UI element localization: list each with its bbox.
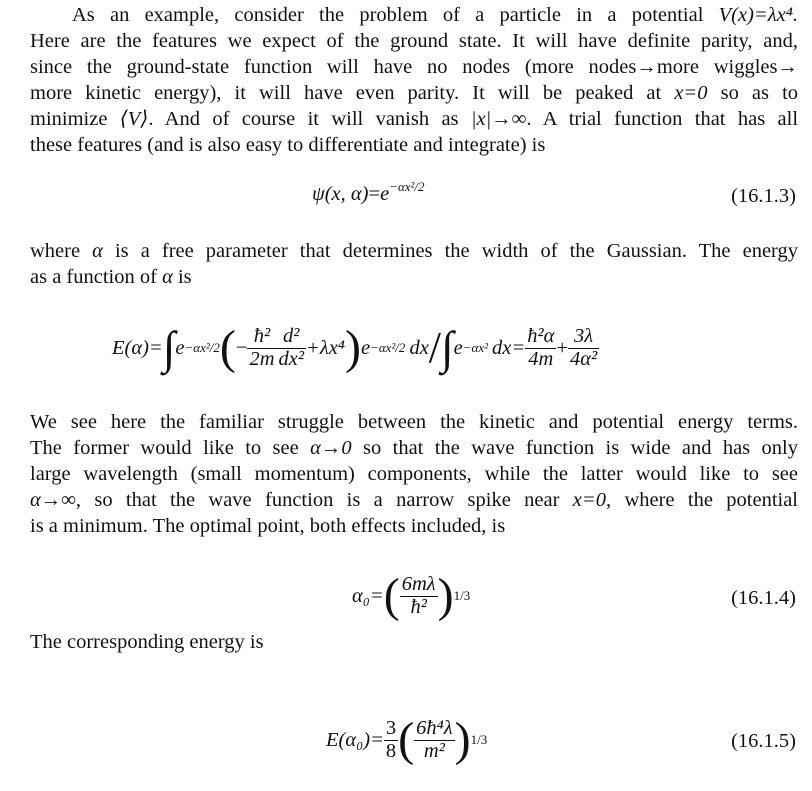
text-line xyxy=(30,435,798,461)
frac-num: 3 xyxy=(385,716,397,739)
frac-den: 2m xyxy=(249,347,275,370)
math-potential: V(x)=λx⁴. xyxy=(718,4,798,26)
equation-16-1-5: E(α₀)= $\frac{3}{8}$ ( $\frac{\text{6ħ⁴λ}}{\text{m²}}$ ) 1/3 xyxy=(326,713,488,766)
text-line xyxy=(30,2,798,28)
math-alpha-zero: α→0 xyxy=(310,437,352,459)
eq-base: e xyxy=(175,336,185,359)
frac-num: ħ²α xyxy=(527,324,555,347)
eq-potential-term: +λx⁴ xyxy=(306,336,345,359)
math-expectation-v: ⟨V⟩ xyxy=(119,108,149,130)
frac-hbar-2m xyxy=(247,326,276,370)
paragraph-struggle xyxy=(30,409,798,539)
text-line: We see here the familiar struggle between the kinetic and potential energy terms. xyxy=(30,411,798,433)
eq-lhs: E(α₀)= xyxy=(326,728,384,751)
frac-den: 4α² xyxy=(569,347,598,370)
text-span: is xyxy=(177,266,192,288)
text-line: these features (and is also easy to differentiate and integrate) is xyxy=(30,134,546,156)
text-span: . And of course it will vanish as xyxy=(148,108,459,130)
text-span: as a function of xyxy=(30,266,157,288)
eq-base: e xyxy=(360,336,371,359)
eq-minus: − xyxy=(235,336,248,359)
text-span: As an example, consider the problem of a particle in a potential xyxy=(72,4,704,26)
paragraph-intro xyxy=(30,2,798,158)
text-line: large wavelength (small momentum) components, while the latter would like to see xyxy=(30,463,798,485)
frac-energy xyxy=(414,718,455,762)
frac-term2 xyxy=(568,326,599,370)
text-line xyxy=(30,264,798,290)
text-span: where xyxy=(30,240,81,262)
text-line xyxy=(30,106,798,132)
eq-plus: + xyxy=(556,336,568,359)
frac-num: d² xyxy=(283,324,300,347)
math-alpha: α xyxy=(92,240,103,262)
frac-alpha0 xyxy=(400,574,438,618)
frac-num: 6ħ⁴λ xyxy=(416,716,453,739)
text-span: is a free parameter that determines the width of the Gaussian. The energy xyxy=(114,240,798,262)
frac-den: m² xyxy=(414,740,455,763)
equation-16-1-4: α₀= ( $\frac{6m\lambda}{\text{ħ²}}$ ) 1/3 xyxy=(352,569,471,622)
text-line xyxy=(30,238,798,264)
eq-equals: = xyxy=(368,183,381,205)
equation-16-1-3 xyxy=(312,179,425,206)
math-alpha: α xyxy=(162,266,173,288)
eq-base: e xyxy=(453,336,463,359)
text-span: so that the wave function is wide and has only xyxy=(363,437,798,459)
text-span: , where the potential xyxy=(605,489,799,511)
eq-dx: dx= xyxy=(492,336,526,359)
text-line: is a minimum. The optimal point, both effects included, is xyxy=(30,515,506,537)
text-span: more kinetic energy), it will have even parity. It will be peaked at xyxy=(30,82,662,104)
text-line: since the ground-state function will have no nodes (more nodes→more wiggles→ xyxy=(30,56,798,78)
equation-energy-functional: E(α)= ∫ e −αx²/2 ( − $\frac{\text{ħ²}}{2m}$ $\frac{\text{d²}}{\text{dx²}}$ +λx⁴ ) e −αx²/2 dx / ∫ e −αx² dx= $\frac{\text{ħ²α}}{4m}$ + $\frac{3\lambda}{\text{4α²}}$ xyxy=(112,321,598,374)
equation-number-16-1-4: (16.1.4) xyxy=(731,587,796,609)
math-alpha-infinity: α→∞ xyxy=(30,489,76,511)
math-x-zero: x=0 xyxy=(572,489,606,511)
frac-num: ħ² xyxy=(253,324,271,347)
frac-den: dx² xyxy=(278,347,304,370)
paragraph-corresponding-energy xyxy=(30,629,798,655)
eq-lhs: ψ(x, α) xyxy=(312,183,369,205)
math-x-infinity: |x|→∞ xyxy=(470,108,527,130)
text-span: . A trial function that has all xyxy=(526,108,799,130)
frac-den: ħ² xyxy=(400,596,438,619)
math-x-zero: x=0 xyxy=(674,82,708,104)
eq-base: e xyxy=(380,183,390,205)
text-line xyxy=(30,80,798,106)
frac-den: 8 xyxy=(385,739,397,762)
frac-term1 xyxy=(525,326,556,370)
text-span: The former would like to see xyxy=(30,437,299,459)
frac-d2-dx2 xyxy=(277,326,307,370)
text-line: Here are the features we expect of the ground state. It will have definite parity, and, xyxy=(30,30,798,52)
paragraph-energy-intro xyxy=(30,238,798,290)
text-line xyxy=(30,487,798,513)
text-span: , so that the wave function is a narrow spike near xyxy=(75,489,560,511)
text-span: minimize xyxy=(30,108,108,130)
frac-num: 6mλ xyxy=(401,572,436,595)
frac-three-eighths xyxy=(384,718,398,762)
text-span: so as to xyxy=(720,82,799,104)
equation-number-16-1-3: (16.1.3) xyxy=(731,185,796,207)
equation-number-16-1-5: (16.1.5) xyxy=(731,730,796,752)
eq-exponent: −αx²/2 xyxy=(389,179,425,194)
eq-lhs: E(α)= xyxy=(112,336,163,359)
eq-dx: dx xyxy=(409,336,429,359)
eq-lhs: α₀= xyxy=(352,584,384,607)
frac-num: 3λ xyxy=(573,324,594,347)
text-line: The corresponding energy is xyxy=(30,631,264,653)
frac-den: 4m xyxy=(525,348,556,371)
